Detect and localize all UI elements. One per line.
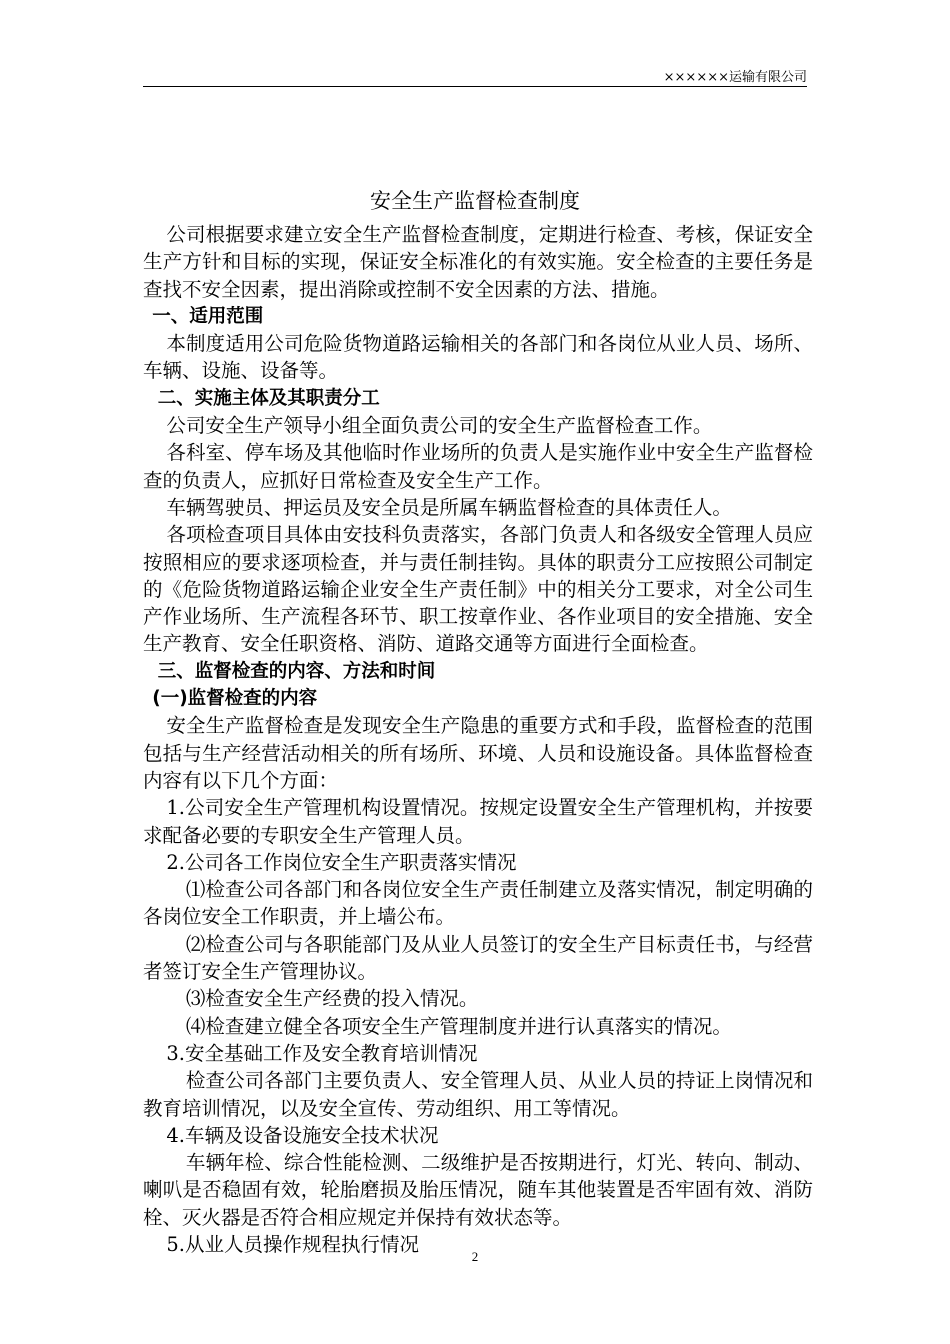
sub-list-item: ⑷检查建立健全各项安全生产管理制度并进行认真落实的情况。	[185, 1014, 732, 1038]
section-heading-responsibility: 二、实施主体及其职责分工	[157, 387, 380, 409]
body-paragraph: 车辆年检、综合性能检测、二级维护是否按期进行，灯光、转向、制动、喇叭是否稳固有效，轮胎磨损及胎压情况，随车其他装置是否牢固有效、消防栓、灭火器是否符合相应规定并保持有效状态等。	[143, 1151, 813, 1229]
header-divider	[143, 86, 807, 87]
list-item: 4.车辆及设备设施安全技术状况	[166, 1123, 439, 1147]
sub-list-item: ⑶检查安全生产经费的投入情况。	[185, 987, 479, 1011]
body-paragraph: 公司安全生产领导小组全面负责公司的安全生产监督检查工作。	[166, 414, 713, 438]
list-item: 1.公司安全生产管理机构设置情况。按规定设置安全生产管理机构，并按要求配备必要的专职安全生产管理人员。	[143, 796, 813, 847]
page-title: 安全生产监督检查制度	[370, 189, 580, 213]
subsection-heading-content: (一)监督检查的内容	[152, 688, 318, 710]
section-heading-scope: 一、适用范围	[152, 305, 264, 327]
body-paragraph: 检查公司各部门主要负责人、安全管理人员、从业人员的持证上岗情况和教育培训情况，以及安全宣传、劳动组织、用工等情况。	[143, 1069, 813, 1120]
body-paragraph: 车辆驾驶员、押运员及安全员是所属车辆监督检查的具体责任人。	[166, 495, 732, 519]
page-number: 2	[471, 1249, 479, 1264]
body-paragraph: 安全生产监督检查是发现安全生产隐患的重要方式和手段，监督检查的范围包括与生产经营活动相关的所有场所、环境、人员和设施设备。具体监督检查内容有以下几个方面：	[143, 714, 813, 792]
list-item: 3.安全基础工作及安全教育培训情况	[166, 1041, 478, 1065]
intro-paragraph: 公司根据要求建立安全生产监督检查制度，定期进行检查、考核，保证安全生产方针和目标的实现，保证安全标准化的有效实施。安全检查的主要任务是查找不安全因素，提出消除或控制不安全因素的方法、措施。	[143, 223, 813, 301]
sub-list-item: ⑴检查公司各部门和各岗位安全生产责任制建立及落实情况，制定明确的各岗位安全工作职责，并上墙公布。	[143, 878, 813, 929]
body-paragraph: 各项检查项目具体由安技科负责落实，各部门负责人和各级安全管理人员应按照相应的要求逐项检查，并与责任制挂钩。具体的职责分工应按照公司制定的《危险货物道路运输企业安全生产责任制》中的相关分工要求，对全公司生产作业场所、生产流程各环节、职工按章作业、各作业项目的安全措施、安全生产教育、安全任职资格、消防、道路交通等方面进行全面检查。	[143, 523, 813, 656]
body-paragraph: 本制度适用公司危险货物道路运输相关的各部门和各岗位从业人员、场所、车辆、设施、设备等。	[143, 332, 813, 383]
document-body	[143, 221, 813, 1258]
list-item: 5.从业人员操作规程执行情况	[166, 1232, 419, 1256]
list-item: 2.公司各工作岗位安全生产职责落实情况	[166, 850, 517, 874]
section-heading-inspection: 三、监督检查的内容、方法和时间	[157, 660, 436, 682]
body-paragraph: 各科室、停车场及其他临时作业场所的负责人是实施作业中安全生产监督检查的负责人，应抓好日常检查及安全生产工作。	[143, 441, 813, 492]
header-company: ××××××运输有限公司	[663, 70, 807, 85]
sub-list-item: ⑵检查公司与各职能部门及从业人员签订的安全生产目标责任书，与经营者签订安全生产管理协议。	[143, 932, 813, 984]
